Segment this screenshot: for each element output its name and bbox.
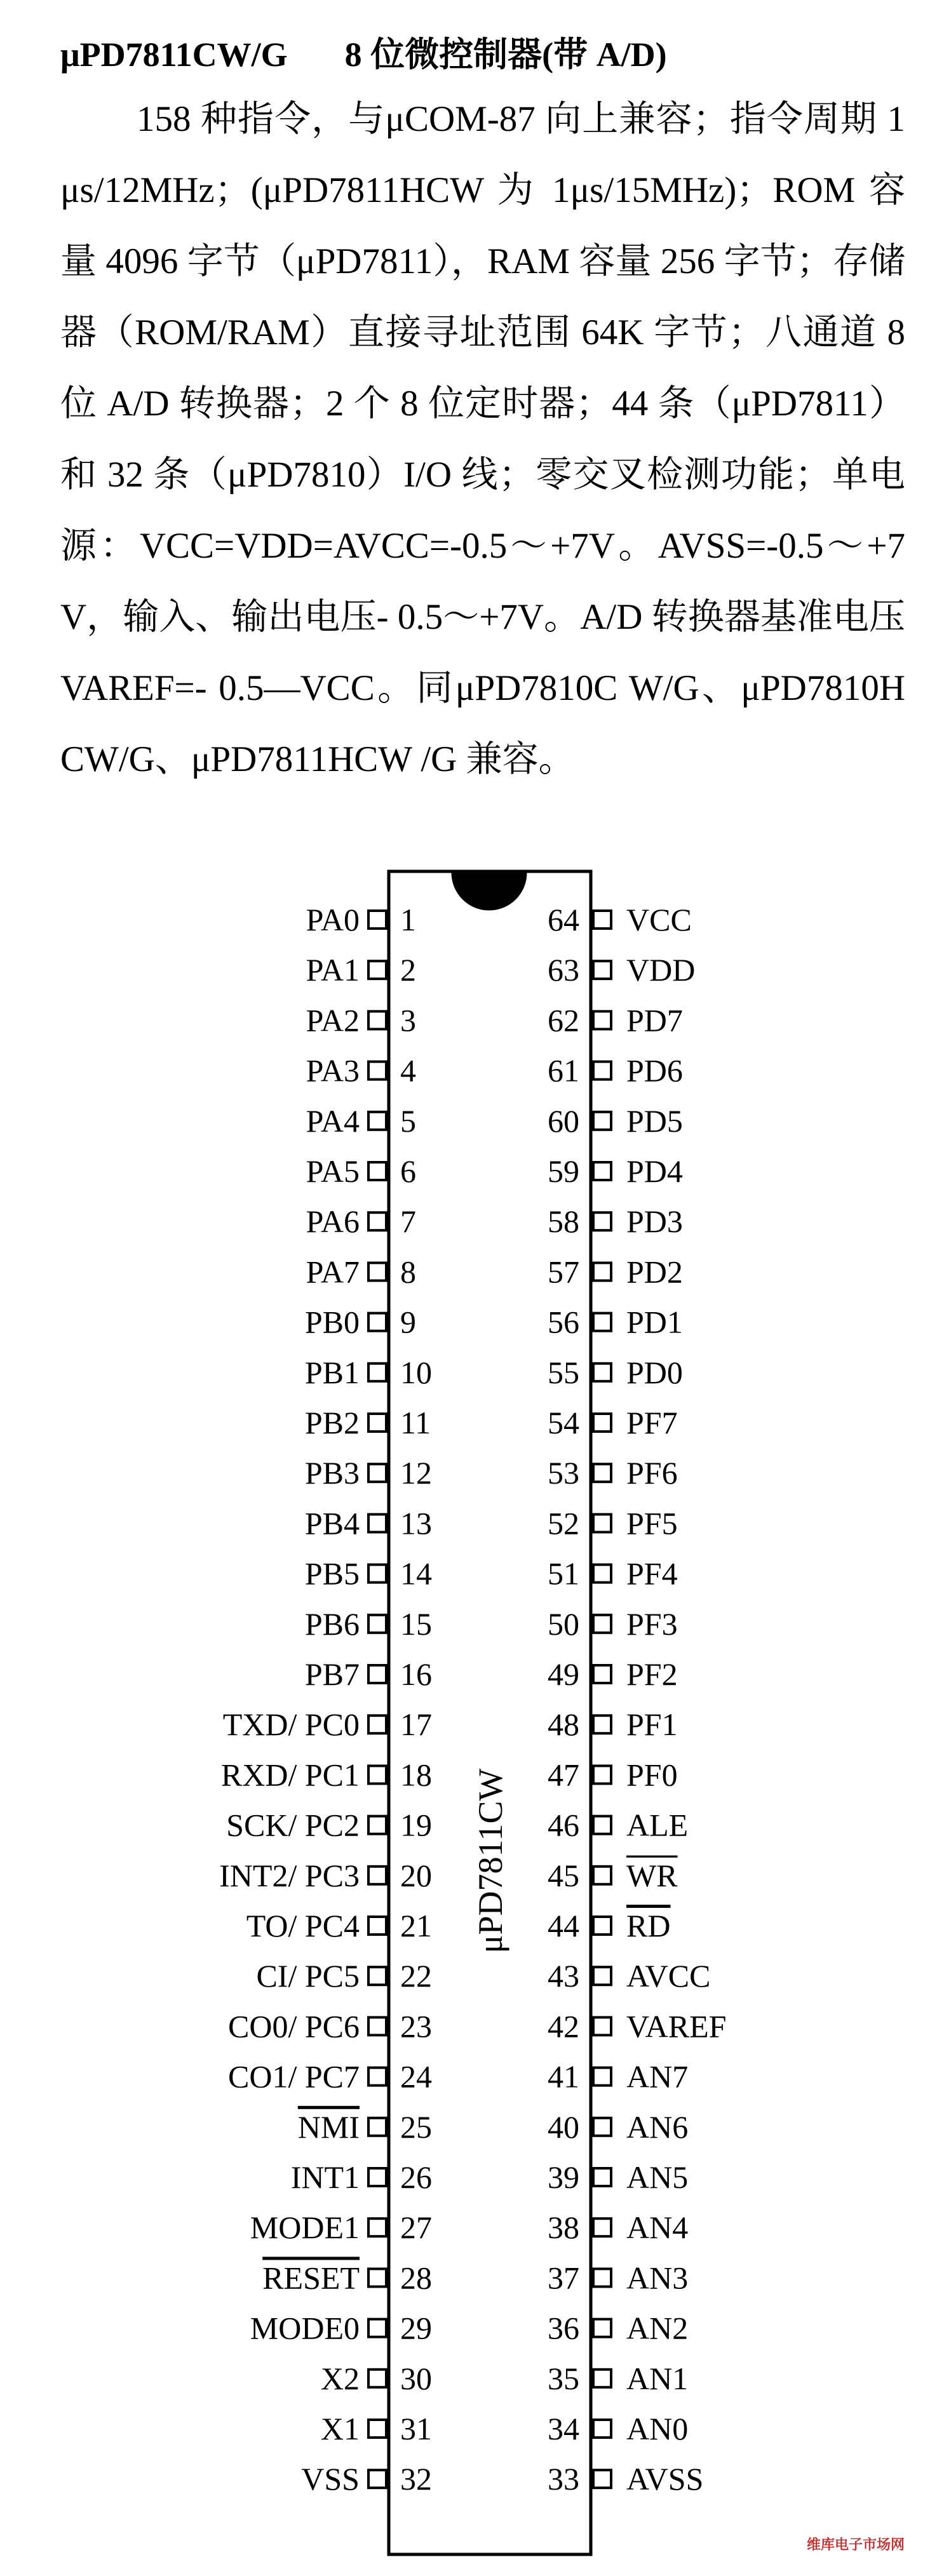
right-pad-57 xyxy=(593,1263,611,1280)
right-pad-44 xyxy=(593,1917,611,1935)
watermark: 维库电子市场网 xyxy=(807,2537,905,2553)
right-label-57: PD2 xyxy=(626,1254,683,1290)
right-number-33: 33 xyxy=(548,2461,579,2497)
left-number-9: 9 xyxy=(400,1304,416,1340)
left-label-10: PB1 xyxy=(304,1354,360,1390)
right-pad-62 xyxy=(593,1011,611,1029)
right-number-60: 60 xyxy=(548,1103,579,1139)
right-number-56: 56 xyxy=(548,1304,579,1340)
left-label-1: PA0 xyxy=(306,902,360,937)
right-pad-48 xyxy=(593,1715,611,1733)
right-pad-54 xyxy=(593,1414,611,1432)
left-number-32: 32 xyxy=(400,2461,432,2497)
left-label-24: CO1/ PC7 xyxy=(227,2058,360,2095)
right-pad-61 xyxy=(593,1062,611,1080)
right-pad-49 xyxy=(593,1665,611,1683)
left-label-13: PB4 xyxy=(304,1505,360,1541)
right-label-63: VDD xyxy=(626,952,696,988)
left-pad-28 xyxy=(368,2269,386,2286)
right-label-44: RD xyxy=(626,1908,671,1943)
left-pad-15 xyxy=(368,1615,386,1633)
left-pad-25 xyxy=(368,2118,386,2136)
right-label-49: PF2 xyxy=(626,1656,678,1692)
right-label-34: AN0 xyxy=(626,2411,689,2446)
left-label-14: PB5 xyxy=(304,1555,360,1592)
left-pad-18 xyxy=(368,1766,386,1783)
left-number-17: 17 xyxy=(400,1707,432,1743)
left-number-2: 2 xyxy=(400,952,416,988)
left-number-7: 7 xyxy=(400,1204,416,1240)
left-label-20: INT2/ PC3 xyxy=(219,1857,360,1893)
right-label-52: PF5 xyxy=(626,1505,678,1541)
right-number-55: 55 xyxy=(548,1354,579,1390)
right-number-36: 36 xyxy=(548,2310,579,2346)
left-pad-26 xyxy=(368,2168,386,2186)
right-label-60: PD5 xyxy=(626,1103,683,1139)
right-number-61: 61 xyxy=(548,1052,579,1089)
left-number-11: 11 xyxy=(400,1405,431,1440)
left-pad-32 xyxy=(368,2470,386,2488)
right-number-63: 63 xyxy=(548,952,579,988)
right-number-64: 64 xyxy=(548,902,579,937)
right-pad-38 xyxy=(593,2218,611,2236)
right-number-50: 50 xyxy=(548,1606,579,1642)
left-number-28: 28 xyxy=(400,2260,432,2296)
left-number-15: 15 xyxy=(400,1606,432,1642)
left-pad-27 xyxy=(368,2218,386,2236)
left-pad-7 xyxy=(368,1212,386,1230)
right-label-33: AVSS xyxy=(626,2461,704,2497)
right-label-54: PF7 xyxy=(626,1405,678,1440)
right-pad-40 xyxy=(593,2118,611,2136)
right-pad-37 xyxy=(593,2269,611,2286)
left-number-21: 21 xyxy=(400,1908,432,1943)
right-pad-53 xyxy=(593,1464,611,1482)
left-number-12: 12 xyxy=(400,1455,432,1491)
right-number-44: 44 xyxy=(548,1908,579,1943)
right-label-39: AN5 xyxy=(626,2159,689,2195)
left-pad-29 xyxy=(368,2319,386,2337)
left-number-5: 5 xyxy=(400,1103,416,1139)
left-pad-23 xyxy=(368,2017,386,2035)
right-number-58: 58 xyxy=(548,1204,579,1240)
left-label-26: INT1 xyxy=(290,2159,360,2195)
left-label-23: CO0/ PC6 xyxy=(227,2008,360,2044)
left-label-2: PA1 xyxy=(306,952,360,988)
left-number-4: 4 xyxy=(400,1052,416,1089)
right-number-37: 37 xyxy=(548,2260,579,2296)
left-number-26: 26 xyxy=(400,2159,432,2195)
left-label-27: MODE1 xyxy=(250,2210,360,2246)
right-label-59: PD4 xyxy=(626,1153,683,1189)
left-label-4: PA3 xyxy=(306,1052,360,1089)
left-pad-6 xyxy=(368,1162,386,1180)
left-pad-2 xyxy=(368,961,386,979)
right-label-40: AN6 xyxy=(626,2109,689,2145)
right-number-43: 43 xyxy=(548,1958,579,1994)
left-label-18: RXD/ PC1 xyxy=(220,1757,360,1793)
left-label-28: RESET xyxy=(262,2260,360,2296)
chip-name: μPD7811CW xyxy=(471,1768,509,1954)
left-label-16: PB7 xyxy=(304,1656,360,1692)
right-pad-50 xyxy=(593,1615,611,1633)
right-label-58: PD3 xyxy=(626,1204,683,1240)
right-pad-33 xyxy=(593,2470,611,2488)
left-pad-5 xyxy=(368,1112,386,1130)
left-pad-30 xyxy=(368,2370,386,2387)
left-pad-9 xyxy=(368,1313,386,1331)
right-number-49: 49 xyxy=(548,1656,579,1692)
left-label-5: PA4 xyxy=(306,1103,360,1139)
right-label-43: AVCC xyxy=(626,1958,711,1994)
chip-pinout-diagram xyxy=(0,851,937,2576)
right-number-41: 41 xyxy=(548,2058,579,2095)
left-number-23: 23 xyxy=(400,2008,432,2044)
left-label-19: SCK/ PC2 xyxy=(226,1807,360,1843)
left-pad-31 xyxy=(368,2420,386,2438)
left-pad-21 xyxy=(368,1917,386,1935)
part-description: 8 位微控制器(带 A/D) xyxy=(344,36,667,74)
left-label-25: NMI xyxy=(297,2109,360,2145)
left-number-25: 25 xyxy=(400,2109,432,2145)
left-number-31: 31 xyxy=(400,2411,432,2446)
right-pad-34 xyxy=(593,2420,611,2438)
left-label-6: PA5 xyxy=(306,1153,360,1189)
right-pad-45 xyxy=(593,1867,611,1884)
left-number-8: 8 xyxy=(400,1254,416,1290)
left-pad-19 xyxy=(368,1816,386,1834)
right-pad-43 xyxy=(593,1967,611,1985)
left-pad-4 xyxy=(368,1062,386,1080)
left-pad-14 xyxy=(368,1565,386,1583)
right-pad-64 xyxy=(593,911,611,929)
right-number-38: 38 xyxy=(548,2210,579,2246)
left-pad-1 xyxy=(368,911,386,929)
right-number-40: 40 xyxy=(548,2109,579,2145)
left-number-27: 27 xyxy=(400,2210,432,2246)
right-label-50: PF3 xyxy=(626,1606,678,1642)
left-pad-12 xyxy=(368,1464,386,1482)
right-label-55: PD0 xyxy=(626,1354,683,1390)
left-number-16: 16 xyxy=(400,1656,432,1692)
pin-group xyxy=(219,902,726,2497)
left-pad-16 xyxy=(368,1665,386,1683)
right-pad-55 xyxy=(593,1364,611,1381)
right-label-46: ALE xyxy=(626,1807,689,1843)
right-label-51: PF4 xyxy=(626,1555,678,1592)
left-label-17: TXD/ PC0 xyxy=(222,1707,360,1743)
right-pad-60 xyxy=(593,1112,611,1130)
right-number-51: 51 xyxy=(548,1555,579,1592)
right-number-42: 42 xyxy=(548,2008,579,2044)
right-number-54: 54 xyxy=(548,1405,579,1440)
right-label-36: AN2 xyxy=(626,2310,689,2346)
right-pad-63 xyxy=(593,961,611,979)
left-number-1: 1 xyxy=(400,902,416,937)
right-pad-36 xyxy=(593,2319,611,2337)
right-number-52: 52 xyxy=(548,1505,579,1541)
right-number-39: 39 xyxy=(548,2159,579,2195)
left-label-15: PB6 xyxy=(304,1606,360,1642)
right-label-48: PF1 xyxy=(626,1707,678,1743)
left-pad-13 xyxy=(368,1514,386,1532)
right-label-42: VAREF xyxy=(626,2008,727,2044)
left-label-7: PA6 xyxy=(306,1204,360,1240)
left-label-11: PB2 xyxy=(304,1405,360,1440)
left-number-3: 3 xyxy=(400,1002,416,1038)
right-label-53: PF6 xyxy=(626,1455,678,1491)
right-label-56: PD1 xyxy=(626,1304,683,1340)
left-number-6: 6 xyxy=(400,1153,416,1189)
left-pad-3 xyxy=(368,1011,386,1029)
left-pad-10 xyxy=(368,1364,386,1381)
page-title xyxy=(60,25,905,84)
right-number-47: 47 xyxy=(548,1757,579,1793)
left-pad-11 xyxy=(368,1414,386,1432)
right-pad-47 xyxy=(593,1766,611,1783)
document xyxy=(60,25,905,795)
right-label-38: AN4 xyxy=(626,2210,689,2246)
left-number-22: 22 xyxy=(400,1958,432,1994)
right-pad-41 xyxy=(593,2068,611,2086)
right-number-45: 45 xyxy=(548,1857,579,1893)
right-label-45: WR xyxy=(626,1857,678,1893)
left-number-29: 29 xyxy=(400,2310,432,2346)
left-pad-22 xyxy=(368,1967,386,1985)
left-number-24: 24 xyxy=(400,2058,432,2095)
left-label-22: CI/ PC5 xyxy=(256,1958,360,1994)
right-pad-42 xyxy=(593,2017,611,2035)
right-number-59: 59 xyxy=(548,1153,579,1189)
right-label-35: AN1 xyxy=(626,2360,689,2396)
left-pad-8 xyxy=(368,1263,386,1280)
right-number-34: 34 xyxy=(548,2411,579,2446)
left-number-10: 10 xyxy=(400,1354,432,1390)
left-number-20: 20 xyxy=(400,1857,432,1893)
left-label-9: PB0 xyxy=(304,1304,360,1340)
right-label-47: PF0 xyxy=(626,1757,678,1793)
right-label-62: PD7 xyxy=(626,1002,683,1038)
right-number-62: 62 xyxy=(548,1002,579,1038)
description-paragraph: 158 种指令，与μCOM-87 向上兼容；指令周期 1μs/12MHz；(μPD7811HCW 为 1μs/15MHz)；ROM 容量 4096 字节（μPD7811），RAM 容量 256 字节；存储器（ROM/RAM）直接寻址范围 64K 字节；八通道 8 位 A/D 转换器；2 个 8 位定时器；44 条（μPD7811）和 32 条（μPD7810）I/O 线；零交叉检测功能；单电源：VCC=VDD=AVCC=-0.5～+7V。AVSS=-0.5～+7V，输入、输出电压- 0.5～+7V。A/D 转换器基准电压 VAREF=- 0.5—VCC。同μPD7810C W/G、μPD7810HCW/G、μPD7811HCW /G 兼容。 xyxy=(60,99,905,779)
left-number-13: 13 xyxy=(400,1505,432,1541)
right-number-53: 53 xyxy=(548,1455,579,1491)
right-pad-39 xyxy=(593,2168,611,2186)
left-pad-20 xyxy=(368,1867,386,1884)
right-pad-46 xyxy=(593,1816,611,1834)
right-label-41: AN7 xyxy=(626,2058,689,2095)
right-number-48: 48 xyxy=(548,1707,579,1743)
left-number-18: 18 xyxy=(400,1757,432,1793)
right-pad-59 xyxy=(593,1162,611,1180)
left-pad-17 xyxy=(368,1715,386,1733)
right-number-57: 57 xyxy=(548,1254,579,1290)
left-label-32: VSS xyxy=(301,2461,360,2497)
left-number-30: 30 xyxy=(400,2360,432,2396)
left-number-19: 19 xyxy=(400,1807,432,1843)
right-pad-35 xyxy=(593,2370,611,2387)
part-number: μPD7811CW/G xyxy=(60,36,288,74)
left-pad-24 xyxy=(368,2068,386,2086)
left-label-12: PB3 xyxy=(304,1455,360,1491)
right-pad-58 xyxy=(593,1212,611,1230)
right-pad-56 xyxy=(593,1313,611,1331)
right-number-35: 35 xyxy=(548,2360,579,2396)
right-pad-51 xyxy=(593,1565,611,1583)
right-label-61: PD6 xyxy=(626,1052,683,1089)
right-label-37: AN3 xyxy=(626,2260,689,2296)
left-label-21: TO/ PC4 xyxy=(246,1908,360,1943)
right-label-64: VCC xyxy=(626,902,692,937)
right-pad-52 xyxy=(593,1514,611,1532)
right-number-46: 46 xyxy=(548,1807,579,1843)
left-label-29: MODE0 xyxy=(250,2310,360,2346)
left-number-14: 14 xyxy=(400,1555,432,1592)
left-label-31: X1 xyxy=(320,2411,360,2446)
left-label-30: X2 xyxy=(320,2360,360,2396)
left-label-8: PA7 xyxy=(306,1254,360,1290)
left-label-3: PA2 xyxy=(306,1002,360,1038)
chip-notch xyxy=(452,873,526,909)
